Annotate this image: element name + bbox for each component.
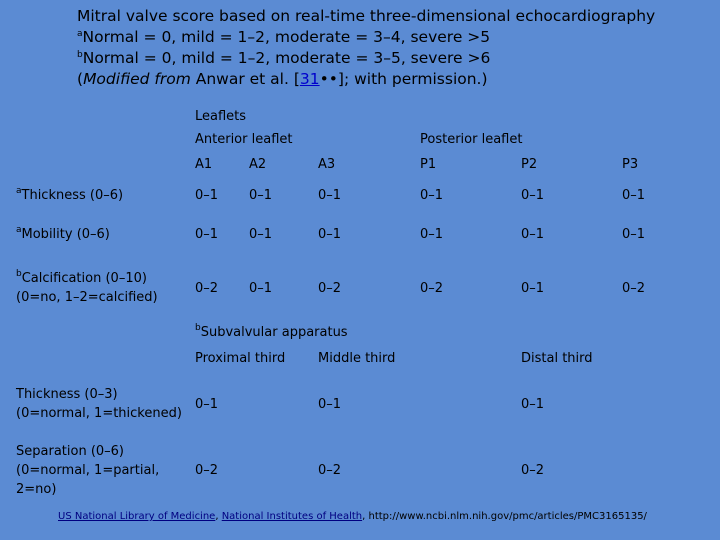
table-cell: 0–1 [249, 227, 273, 242]
column-header: A2 [249, 157, 267, 172]
table-cell: 0–1 [521, 188, 545, 203]
table-cell: 0–1 [318, 188, 342, 203]
footnote-marker: b [16, 269, 22, 279]
posterior-leaflet-heading: Posterior leaflet [420, 132, 523, 147]
table-cell: 0–1 [521, 281, 545, 296]
table-cell: 0–2 [195, 281, 219, 296]
citation-text: Anwar et al. [ [190, 70, 300, 88]
footer-url-text: , http://www.ncbi.nlm.nih.gov/pmc/articles/PMC3165135/ [362, 511, 647, 522]
row-label-text: Mobility (0–6) [21, 227, 110, 242]
table-cell: 0–1 [318, 227, 342, 242]
table-cell: 0–1 [249, 281, 273, 296]
row-label-text: Calcification (0–10) [21, 271, 147, 286]
row-label [16, 270, 147, 288]
row-label-text: Thickness (0–6) [21, 188, 124, 203]
table-cell: 0–1 [195, 227, 219, 242]
table-cell: 0–2 [318, 281, 342, 296]
table-cell: 0–1 [318, 397, 342, 412]
footnote-marker: b [77, 50, 83, 60]
footnote-marker: a [77, 29, 83, 39]
anterior-leaflet-heading: Anterior leaflet [195, 132, 293, 147]
table-cell: 0–2 [521, 463, 545, 478]
table-cell: 0–1 [420, 227, 444, 242]
title-line-3 [77, 48, 490, 69]
reference-link[interactable]: 31 [299, 70, 320, 88]
column-header: Distal third [521, 351, 593, 366]
table-cell: 0–2 [195, 463, 219, 478]
column-header: A3 [318, 157, 336, 172]
column-header: Proximal third [195, 351, 286, 366]
table-cell: 0–1 [622, 227, 646, 242]
nlm-link[interactable]: US National Library of Medicine [58, 511, 216, 522]
footnote-marker: a [16, 225, 22, 235]
citation-end: ]; with permission.) [337, 70, 488, 88]
table-cell: 0–2 [622, 281, 646, 296]
row-label: Separation (0–6) [16, 444, 124, 459]
row-label-line-2: (0=normal, 1=thickened) [16, 406, 182, 421]
table-cell: 0–1 [420, 188, 444, 203]
source-footer [58, 510, 647, 523]
grading-scale-a: Normal = 0, mild = 1–2, moderate = 3–4, severe >5 [82, 28, 491, 46]
footer-separator: , [215, 511, 222, 522]
leaflets-heading: Leaflets [195, 109, 247, 124]
row-label [16, 226, 110, 244]
table-cell: 0–1 [249, 188, 273, 203]
nih-link[interactable]: National Institutes of Health [221, 511, 363, 522]
table-cell: 0–1 [521, 227, 545, 242]
table-cell: 0–1 [521, 397, 545, 412]
footnote-marker: a [16, 186, 22, 196]
table-cell: 0–2 [420, 281, 444, 296]
table-cell: 0–1 [195, 397, 219, 412]
reference-dots: •• [319, 70, 338, 88]
column-header: P3 [622, 157, 639, 172]
table-cell: 0–2 [318, 463, 342, 478]
table-cell: 0–1 [195, 188, 219, 203]
table-cell: 0–1 [622, 188, 646, 203]
row-label-line-2: (0=normal, 1=partial, [16, 463, 160, 478]
subvalvular-heading [195, 324, 348, 342]
row-label: Thickness (0–3) [16, 387, 118, 402]
column-header: A1 [195, 157, 213, 172]
citation-open: ( [77, 70, 84, 88]
column-header: P2 [521, 157, 538, 172]
column-header: P1 [420, 157, 437, 172]
grading-scale-b: Normal = 0, mild = 1–2, moderate = 3–5, severe >6 [82, 49, 491, 67]
citation-italic: Modified from [83, 70, 191, 88]
row-label-line-3: 2=no) [16, 482, 57, 497]
row-label-line-2: (0=no, 1–2=calcified) [16, 290, 158, 305]
title-line-1: Mitral valve score based on real-time three-dimensional echocardiography [77, 7, 656, 25]
column-header: Middle third [318, 351, 396, 366]
row-label [16, 187, 123, 205]
footnote-marker: b [195, 323, 201, 333]
title-line-2 [77, 27, 490, 48]
title-line-4 [77, 69, 488, 90]
subvalvular-heading-text: Subvalvular apparatus [200, 325, 348, 340]
